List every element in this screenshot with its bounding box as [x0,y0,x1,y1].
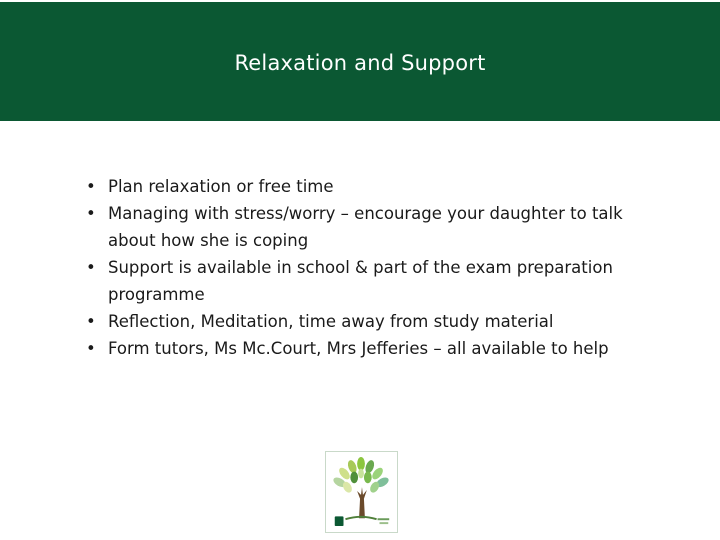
bullet-item [86,254,646,308]
bullet-list [86,173,646,362]
slide-title: Relaxation and Support [234,51,486,75]
bullet-item [86,308,646,335]
bullet-item [86,200,646,254]
bullet-icon: • [86,339,96,358]
bullet-icon: • [86,258,96,277]
bullet-text: Support is available in school & part of the exam preparation programme [108,258,613,304]
bullet-text: Reflection, Meditation, time away from study material [108,312,554,331]
title-banner [0,0,720,121]
bullet-icon: • [86,312,96,331]
bullet-text: Form tutors, Ms Mc.Court, Mrs Jefferies – all available to help [108,339,609,358]
school-logo [325,451,398,533]
tree-logo-icon [326,452,397,532]
bullet-item [86,173,646,200]
bullet-item [86,335,646,362]
bullet-text: Managing with stress/worry – encourage your daughter to talk about how she is coping [108,204,623,250]
bullet-text: Plan relaxation or free time [108,177,334,196]
bullet-icon: • [86,177,96,196]
bullet-icon: • [86,204,96,223]
